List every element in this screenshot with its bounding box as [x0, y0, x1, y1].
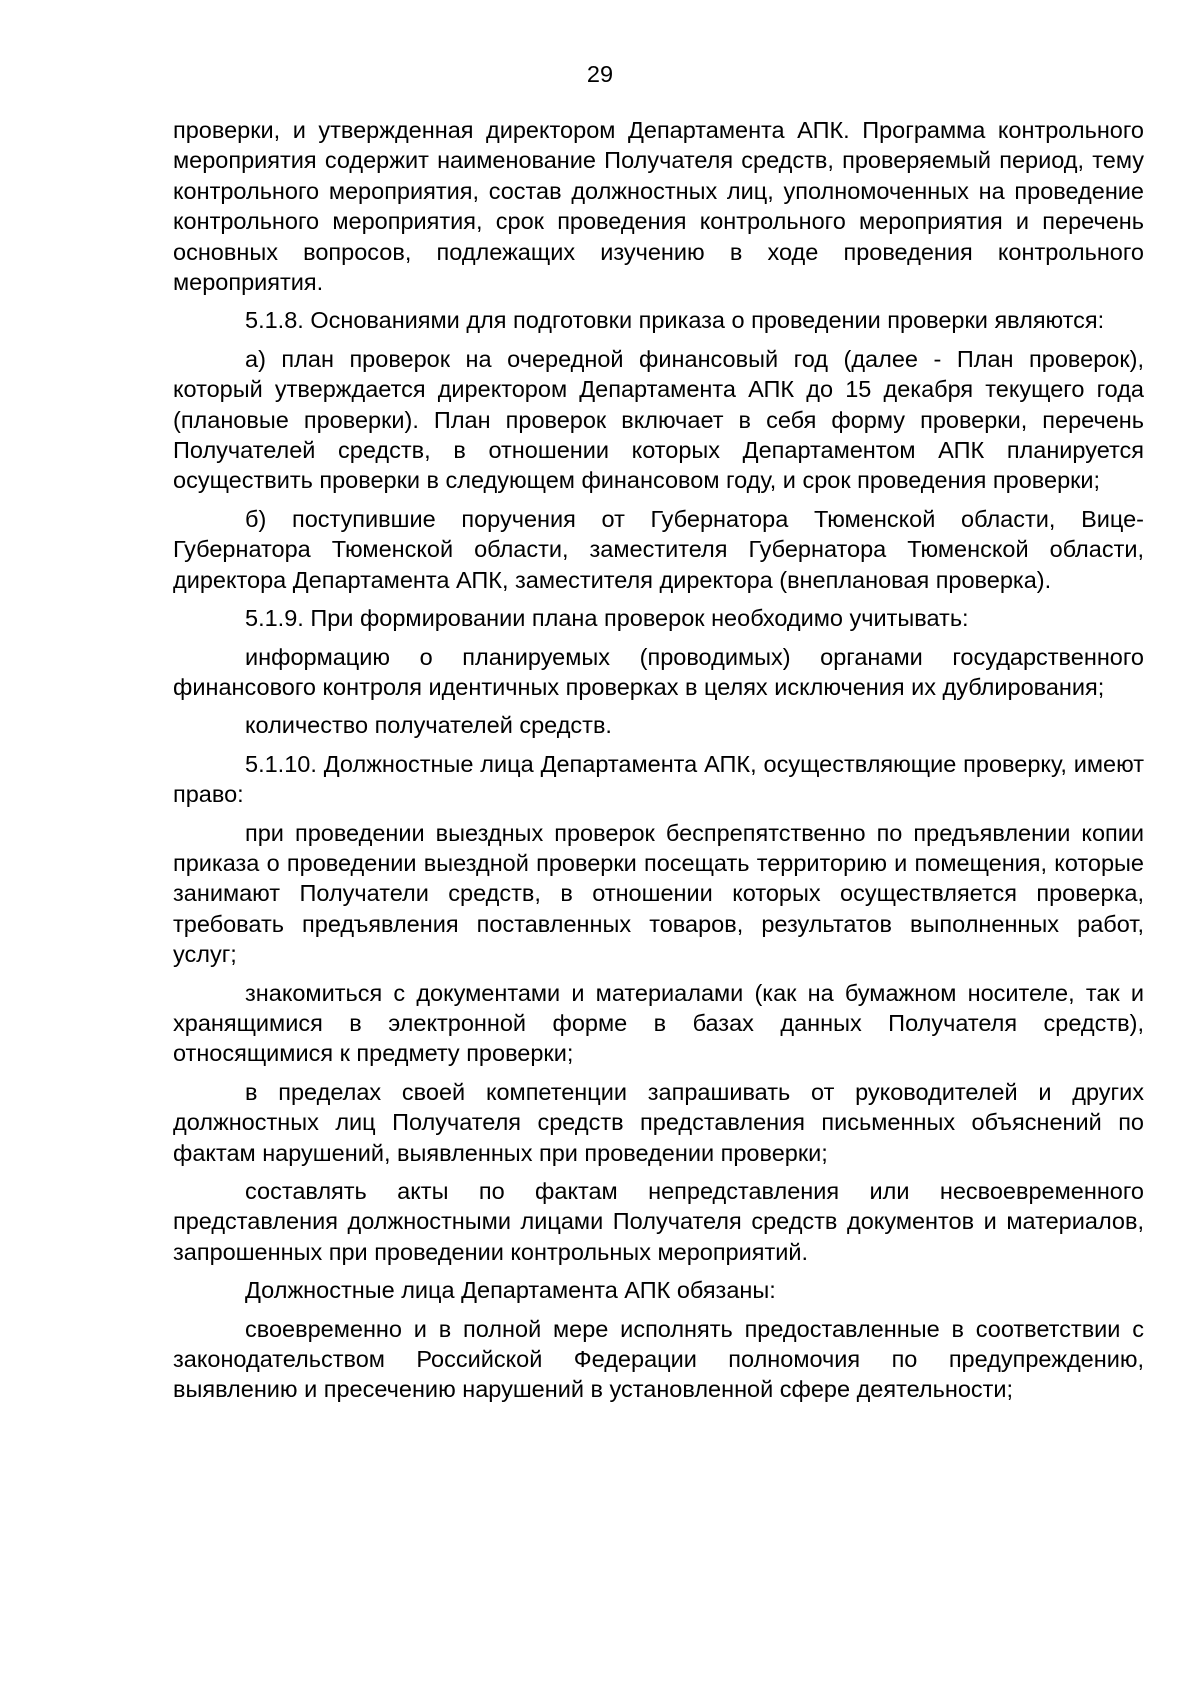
paragraph-program-continuation: проверки, и утвержденная директором Департамента АПК. Программа контрольного мероприятия содержит наименование Получателя средств, проверяемый период, тему контрольного мероприятия, состав должностных лиц, уполномоченных на проведение контрольного мероприятия, срок проведения контрольного мероприятия и перечень основных вопросов, подлежащих изучению в ходе проведения контрольного мероприятия.: [173, 117, 1144, 296]
paragraph-5-1-10: 5.1.10. Должностные лица Департамента АПК, осуществляющие проверку, имеют право:: [173, 750, 1144, 808]
paragraph-right-documents: знакомиться с документами и материалами (как на бумажном носителе, так и хранящимися в электронной форме в базах данных Получателя средств), относящимися к предмету проверки;: [173, 979, 1144, 1067]
paragraph-5-1-8: 5.1.8. Основаниями для подготовки приказа о проведении проверки являются:: [245, 307, 1105, 334]
paragraph-right-request-explanations: в пределах своей компетенции запрашивать от руководителей и других должностных лиц Получателя средств представления письменных объяснений по фактам нарушений, выявленных при проведении проверки;: [173, 1078, 1144, 1166]
paragraph-obligation-exercise-powers: своевременно и в полной мере исполнять предоставленные в соответствии с законодательством Российской Федерации полномочия по предупреждению, выявлению и пресечению нарушений в установленной сфере деятельности;: [173, 1315, 1144, 1403]
document-body: [173, 115, 1144, 1413]
paragraph-item-b-instructions: б) поступившие поручения от Губернатора Тюменской области, Вице-Губернатора Тюменской области, заместителя Губернатора Тюменской области, директора Департамента АПК, заместителя директора (внеплановая проверка).: [173, 505, 1144, 593]
paragraph-information-on-inspections: информацию о планируемых (проводимых) органами государственного финансового контроля идентичных проверках в целях исключения их дублирования;: [173, 643, 1144, 700]
paragraph-number-of-recipients: количество получателей средств.: [245, 712, 612, 739]
paragraph-right-site-visits: при проведении выездных проверок беспрепятственно по предъявлении копии приказа о проведении выездной проверки посещать территорию и помещения, которые занимают Получатели средств, в отношении которых осуществляется проверка, требовать предъявления поставленных товаров, результатов выполненных работ, услуг;: [173, 819, 1144, 968]
paragraph-officials-obliged: Должностные лица Департамента АПК обязаны:: [245, 1277, 776, 1304]
paragraph-item-a-inspection-plan: а) план проверок на очередной финансовый год (далее - План проверок), который утверждается директором Департамента АПК до 15 декабря текущего года (плановые проверки). План проверок включает в себя форму проверки, перечень Получателей средств, в отношении которых Департаментом АПК планируется осуществить проверки в следующем финансовом году, и срок проведения проверки;: [173, 345, 1144, 494]
page-number: 29: [586, 61, 614, 87]
paragraph-5-1-9: 5.1.9. При формировании плана проверок необходимо учитывать:: [245, 605, 969, 632]
paragraph-right-draw-acts: составлять акты по фактам непредставления или несвоевременного представления должностными лицами Получателя средств документов и материалов, запрошенных при проведении контрольных мероприятий.: [173, 1178, 1144, 1265]
